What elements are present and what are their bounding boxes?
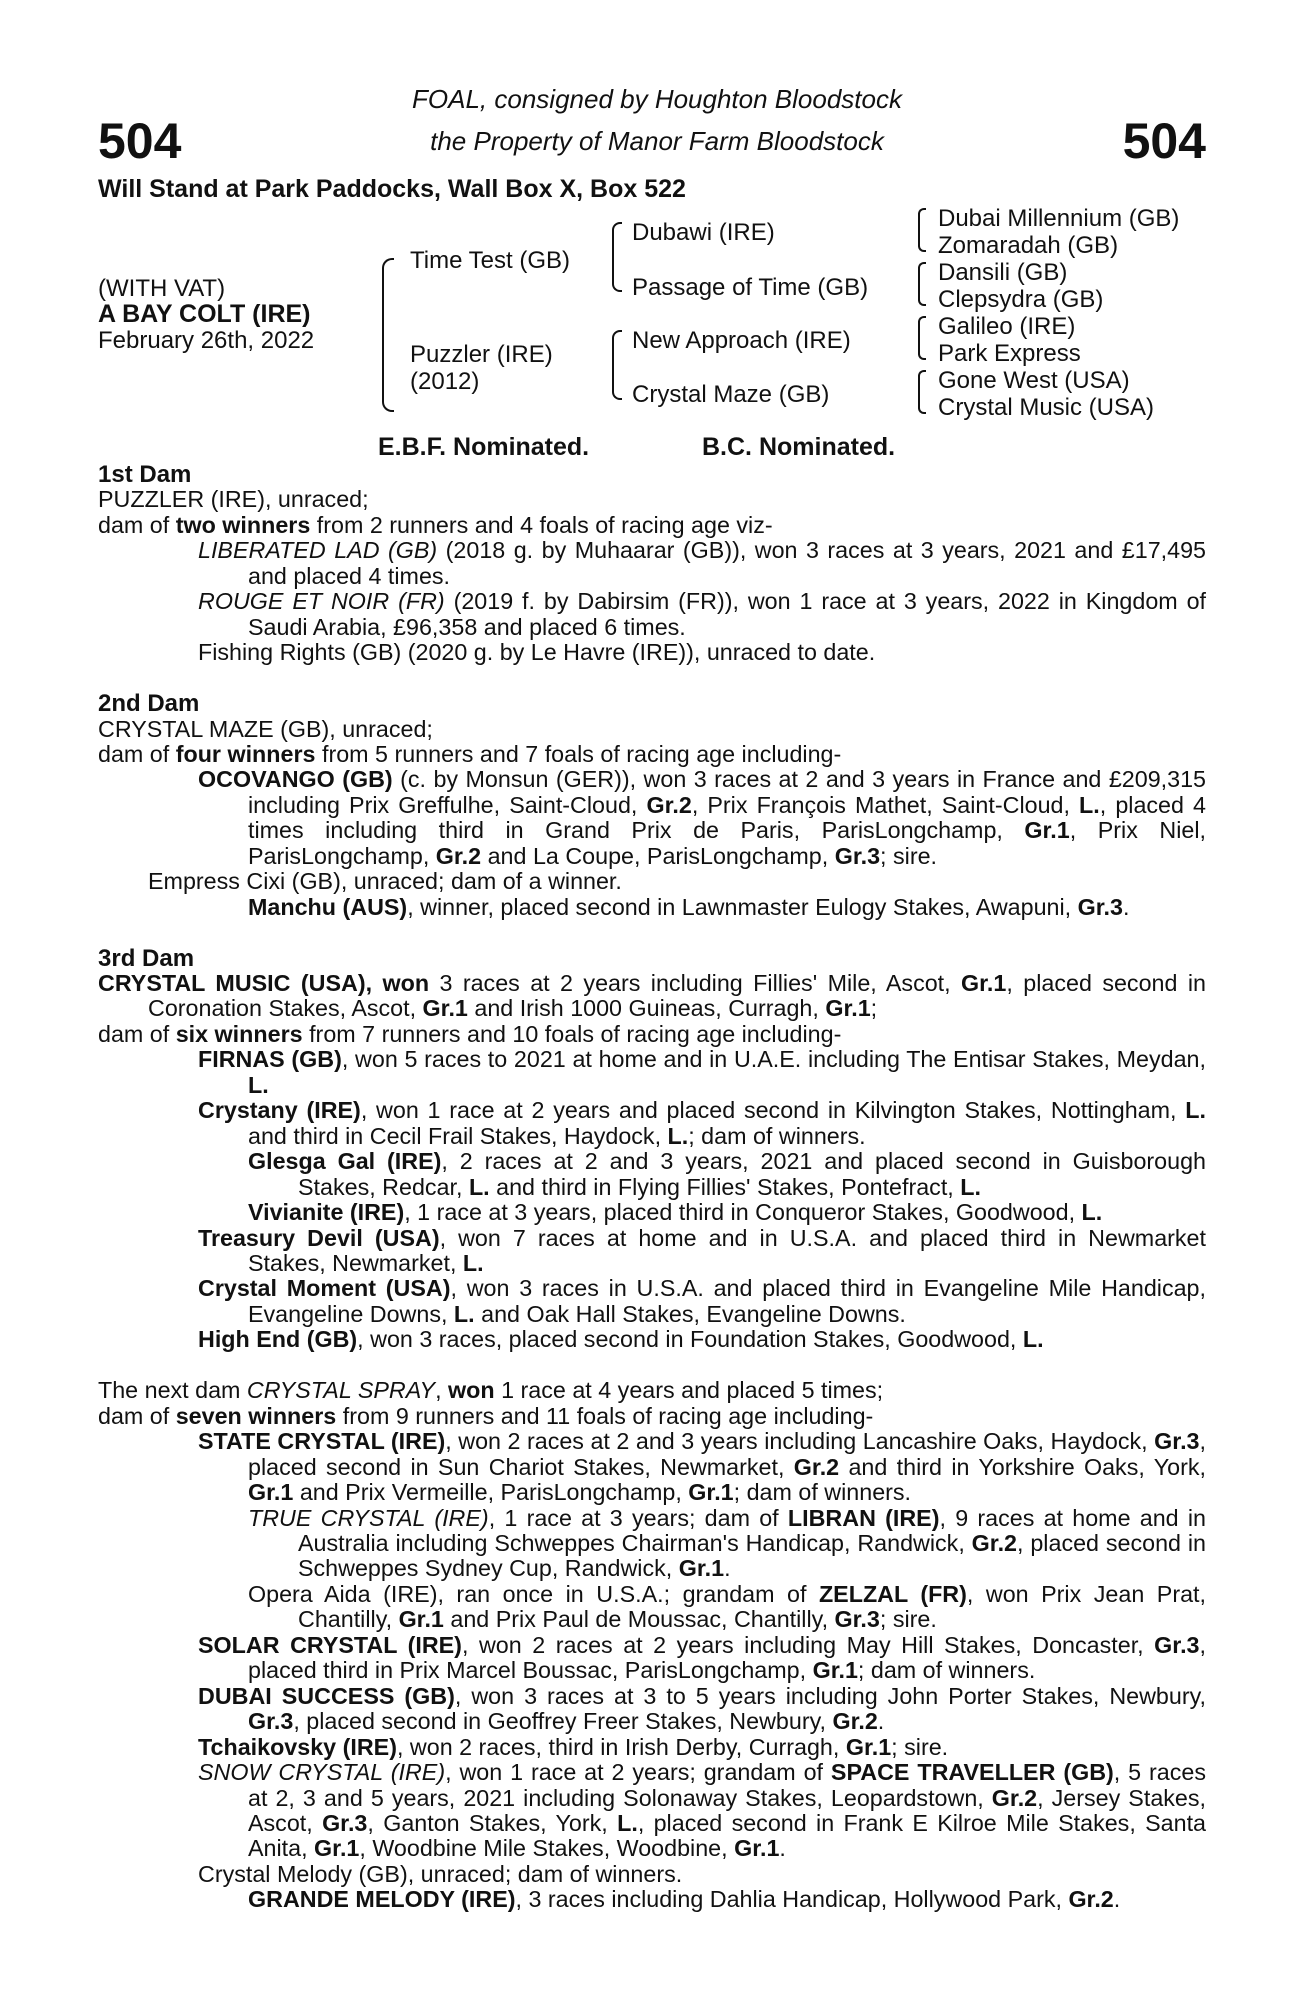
pedigree-bracket-main bbox=[382, 258, 394, 412]
foal-fishing-rights: Fishing Rights (GB) (2020 g. by Le Havre (IRE)), unraced to date. bbox=[198, 639, 876, 666]
grandsire-7: Gone West (USA) bbox=[938, 367, 1130, 394]
foal-tchaikovsky: Tchaikovsky (IRE), won 2 races, third in Irish Derby, Curragh, Gr.1; sire. bbox=[198, 1733, 949, 1760]
second-dam-produce: dam of four winners from 5 runners and 7 foals of racing age including- bbox=[98, 740, 842, 767]
foal-grande-melody: GRANDE MELODY (IRE), 3 races including Dahlia Handicap, Hollywood Park, Gr.2. bbox=[248, 1886, 1121, 1913]
foal-treasury-devil: Treasury Devil (USA), won 7 races at home and in U.S.A. and placed third in Newmarket Stakes, Newmarket, L. bbox=[198, 1224, 1206, 1277]
foal-dubai-success: DUBAI SUCCESS (GB), won 3 races at 3 to 5 years including John Porter Stakes, Newbury, Gr.3, placed second in Geoffrey Freer Stakes, Newbury, Gr.2. bbox=[198, 1682, 1206, 1735]
foal-liberated-lad: LIBERATED LAD (GB) (2018 g. by Muhaarar (GB)), won 3 races at 3 years, 2021 and £17,495 and placed 4 times. bbox=[198, 537, 1206, 589]
dam-year: (2012) bbox=[410, 368, 480, 395]
foal-opera-aida: Opera Aida (IRE), ran once in U.S.A.; grandam of ZELZAL (FR), won Prix Jean Prat, Chantilly, Gr.1 and Prix Paul de Moussac, Chantilly, Gr.3; sire. bbox=[248, 1580, 1206, 1633]
foal-solar-crystal: SOLAR CRYSTAL (IRE), won 2 races at 2 years including May Hill Stakes, Doncaster, Gr.3, placed third in Prix Marcel Boussac, ParisLongchamp, Gr.1; dam of winners. bbox=[198, 1631, 1206, 1684]
grandsire-3: Dansili (GB) bbox=[938, 259, 1068, 286]
foal-crystal-moment: Crystal Moment (USA), won 3 races in U.S.A. and placed third in Evangeline Mile Handicap, Evangeline Downs, L. and Oak Hall Stakes, Evangeline Downs. bbox=[198, 1275, 1206, 1327]
first-dam-heading: 1st Dam bbox=[98, 461, 192, 488]
ebf-nomination: E.B.F. Nominated. bbox=[378, 433, 590, 461]
bc-nomination: B.C. Nominated. bbox=[702, 433, 896, 461]
dam-dam: Crystal Maze (GB) bbox=[632, 381, 830, 408]
grandsire-1: Dubai Millennium (GB) bbox=[938, 205, 1180, 232]
property-line: the Property of Manor Farm Bloodstock bbox=[430, 126, 884, 156]
next-dam-produce: dam of seven winners from 9 runners and 11 foals of racing age including- bbox=[98, 1402, 874, 1429]
pedigree-bracket-dam bbox=[612, 330, 622, 400]
sire: Time Test (GB) bbox=[410, 247, 571, 274]
grandsire-2: Zomaradah (GB) bbox=[938, 232, 1119, 259]
sire-dam: Passage of Time (GB) bbox=[632, 274, 869, 301]
first-dam-produce: dam of two winners from 2 runners and 4 foals of racing age viz- bbox=[98, 511, 773, 538]
dam: Puzzler (IRE) bbox=[410, 341, 553, 368]
foal-ocovango: OCOVANGO (GB) (c. by Monsun (GER)), won 3 races at 2 and 3 years in France and £209,315 including Prix Greffulhe, Saint-Cloud, Gr.2, Prix François Mathet, Saint-Cloud, L., placed 4 times including third in Grand Prix de Paris, ParisLongchamp, Gr.1, Prix Niel, ParisLongchamp, Gr.2 and La Coupe, ParisLongchamp, Gr.3; sire. bbox=[198, 766, 1207, 869]
vat-note: (WITH VAT) bbox=[98, 275, 226, 302]
lot-number-right: 504 bbox=[1122, 113, 1206, 169]
grandsire-4: Clepsydra (GB) bbox=[938, 286, 1104, 313]
catalogue-body bbox=[98, 462, 1206, 1913]
bracket-g3 bbox=[918, 316, 926, 360]
foal-empress-cixi: Empress Cixi (GB), unraced; dam of a winner. bbox=[148, 868, 622, 895]
grandsire-5: Galileo (IRE) bbox=[938, 313, 1076, 340]
sire-sire: Dubawi (IRE) bbox=[632, 219, 775, 246]
foal-vivianite: Vivianite (IRE), 1 race at 3 years, placed third in Conqueror Stakes, Goodwood, L. bbox=[248, 1199, 1103, 1226]
foal-crystany: Crystany (IRE), won 1 race at 2 years and placed second in Kilvington Stakes, Nottingham, L. and third in Cecil Frail Stakes, Haydock, L.; dam of winners. bbox=[198, 1097, 1206, 1149]
foal-true-crystal: TRUE CRYSTAL (IRE), 1 race at 3 years; dam of LIBRAN (IRE), 9 races at home and in Australia including Schweppes Chairman's Handicap, Randwick, Gr.2, placed second in Schweppes Sydney Cup, Randwick, Gr.1. bbox=[248, 1504, 1206, 1582]
bracket-g1 bbox=[918, 208, 926, 252]
third-dam-line: CRYSTAL MUSIC (USA), won 3 races at 2 years including Fillies' Mile, Ascot, Gr.1, placed second in Coronation Stakes, Ascot, Gr.1 and Irish 1000 Guineas, Curragh, Gr.1; bbox=[98, 970, 1206, 1022]
second-dam-heading: 2nd Dam bbox=[98, 690, 200, 718]
foaling-date: February 26th, 2022 bbox=[98, 327, 315, 354]
third-dam-produce: dam of six winners from 7 runners and 10 foals of racing age including- bbox=[98, 1020, 842, 1047]
consignor-line: FOAL, consigned by Houghton Bloodstock bbox=[412, 84, 902, 114]
third-dam-heading: 3rd Dam bbox=[98, 944, 195, 972]
grandsire-6: Park Express bbox=[938, 340, 1081, 367]
foal-manchu: Manchu (AUS), winner, placed second in Lawnmaster Eulogy Stakes, Awapuni, Gr.3. bbox=[248, 893, 1130, 920]
dam-sire: New Approach (IRE) bbox=[632, 327, 851, 354]
foal-crystal-melody: Crystal Melody (GB), unraced; dam of winners. bbox=[198, 1860, 683, 1887]
horse-name: A BAY COLT (IRE) bbox=[98, 300, 311, 328]
bracket-g4 bbox=[918, 370, 926, 414]
foal-high-end: High End (GB), won 3 races, placed second in Foundation Stakes, Goodwood, L. bbox=[198, 1326, 1044, 1353]
foal-firnas: FIRNAS (GB), won 5 races to 2021 at home and in U.A.E. including The Entisar Stakes, Meydan, L. bbox=[198, 1046, 1206, 1098]
grandsire-8: Crystal Music (USA) bbox=[938, 394, 1155, 421]
second-dam-line: CRYSTAL MAZE (GB), unraced; bbox=[98, 715, 433, 742]
foal-glesga-gal: Glesga Gal (IRE), 2 races at 2 and 3 years, 2021 and placed second in Guisborough Stakes, Redcar, L. and third in Flying Fillies' Stakes, Pontefract, L. bbox=[248, 1148, 1206, 1200]
foal-rouge-et-noir: ROUGE ET NOIR (FR) (2019 f. by Dabirsim (FR)), won 1 race at 3 years, 2022 in Kingdom of Saudi Arabia, £96,358 and placed 6 times. bbox=[198, 588, 1207, 640]
foal-snow-crystal: SNOW CRYSTAL (IRE), won 1 race at 2 years; grandam of SPACE TRAVELLER (GB), 5 races at 2, 3 and 5 years, 2021 including Solonaway Stakes, Leopardstown, Gr.2, Jersey Stakes, Ascot, Gr.3, Ganton Stakes, York, L., placed second in Frank E Kilroe Mile Stakes, Santa Anita, Gr.1, Woodbine Mile Stakes, Woodbine, Gr.1. bbox=[198, 1759, 1207, 1862]
next-dam-line: The next dam CRYSTAL SPRAY, won 1 race at 4 years and placed 5 times; bbox=[98, 1377, 884, 1404]
bracket-g2 bbox=[918, 262, 926, 306]
first-dam-line: PUZZLER (IRE), unraced; bbox=[98, 486, 369, 513]
pedigree-bracket-sire bbox=[612, 222, 622, 292]
foal-state-crystal: STATE CRYSTAL (IRE), won 2 races at 2 and 3 years including Lancashire Oaks, Haydock, Gr.3, placed second in Sun Chariot Stakes, Newmarket, Gr.2 and third in Yorkshire Oaks, York, Gr.1 and Prix Vermeille, ParisLongchamp, Gr.1; dam of winners. bbox=[198, 1428, 1206, 1506]
stand-line: Will Stand at Park Paddocks, Wall Box X, Box 522 bbox=[98, 175, 686, 203]
lot-number-left: 504 bbox=[98, 113, 182, 169]
